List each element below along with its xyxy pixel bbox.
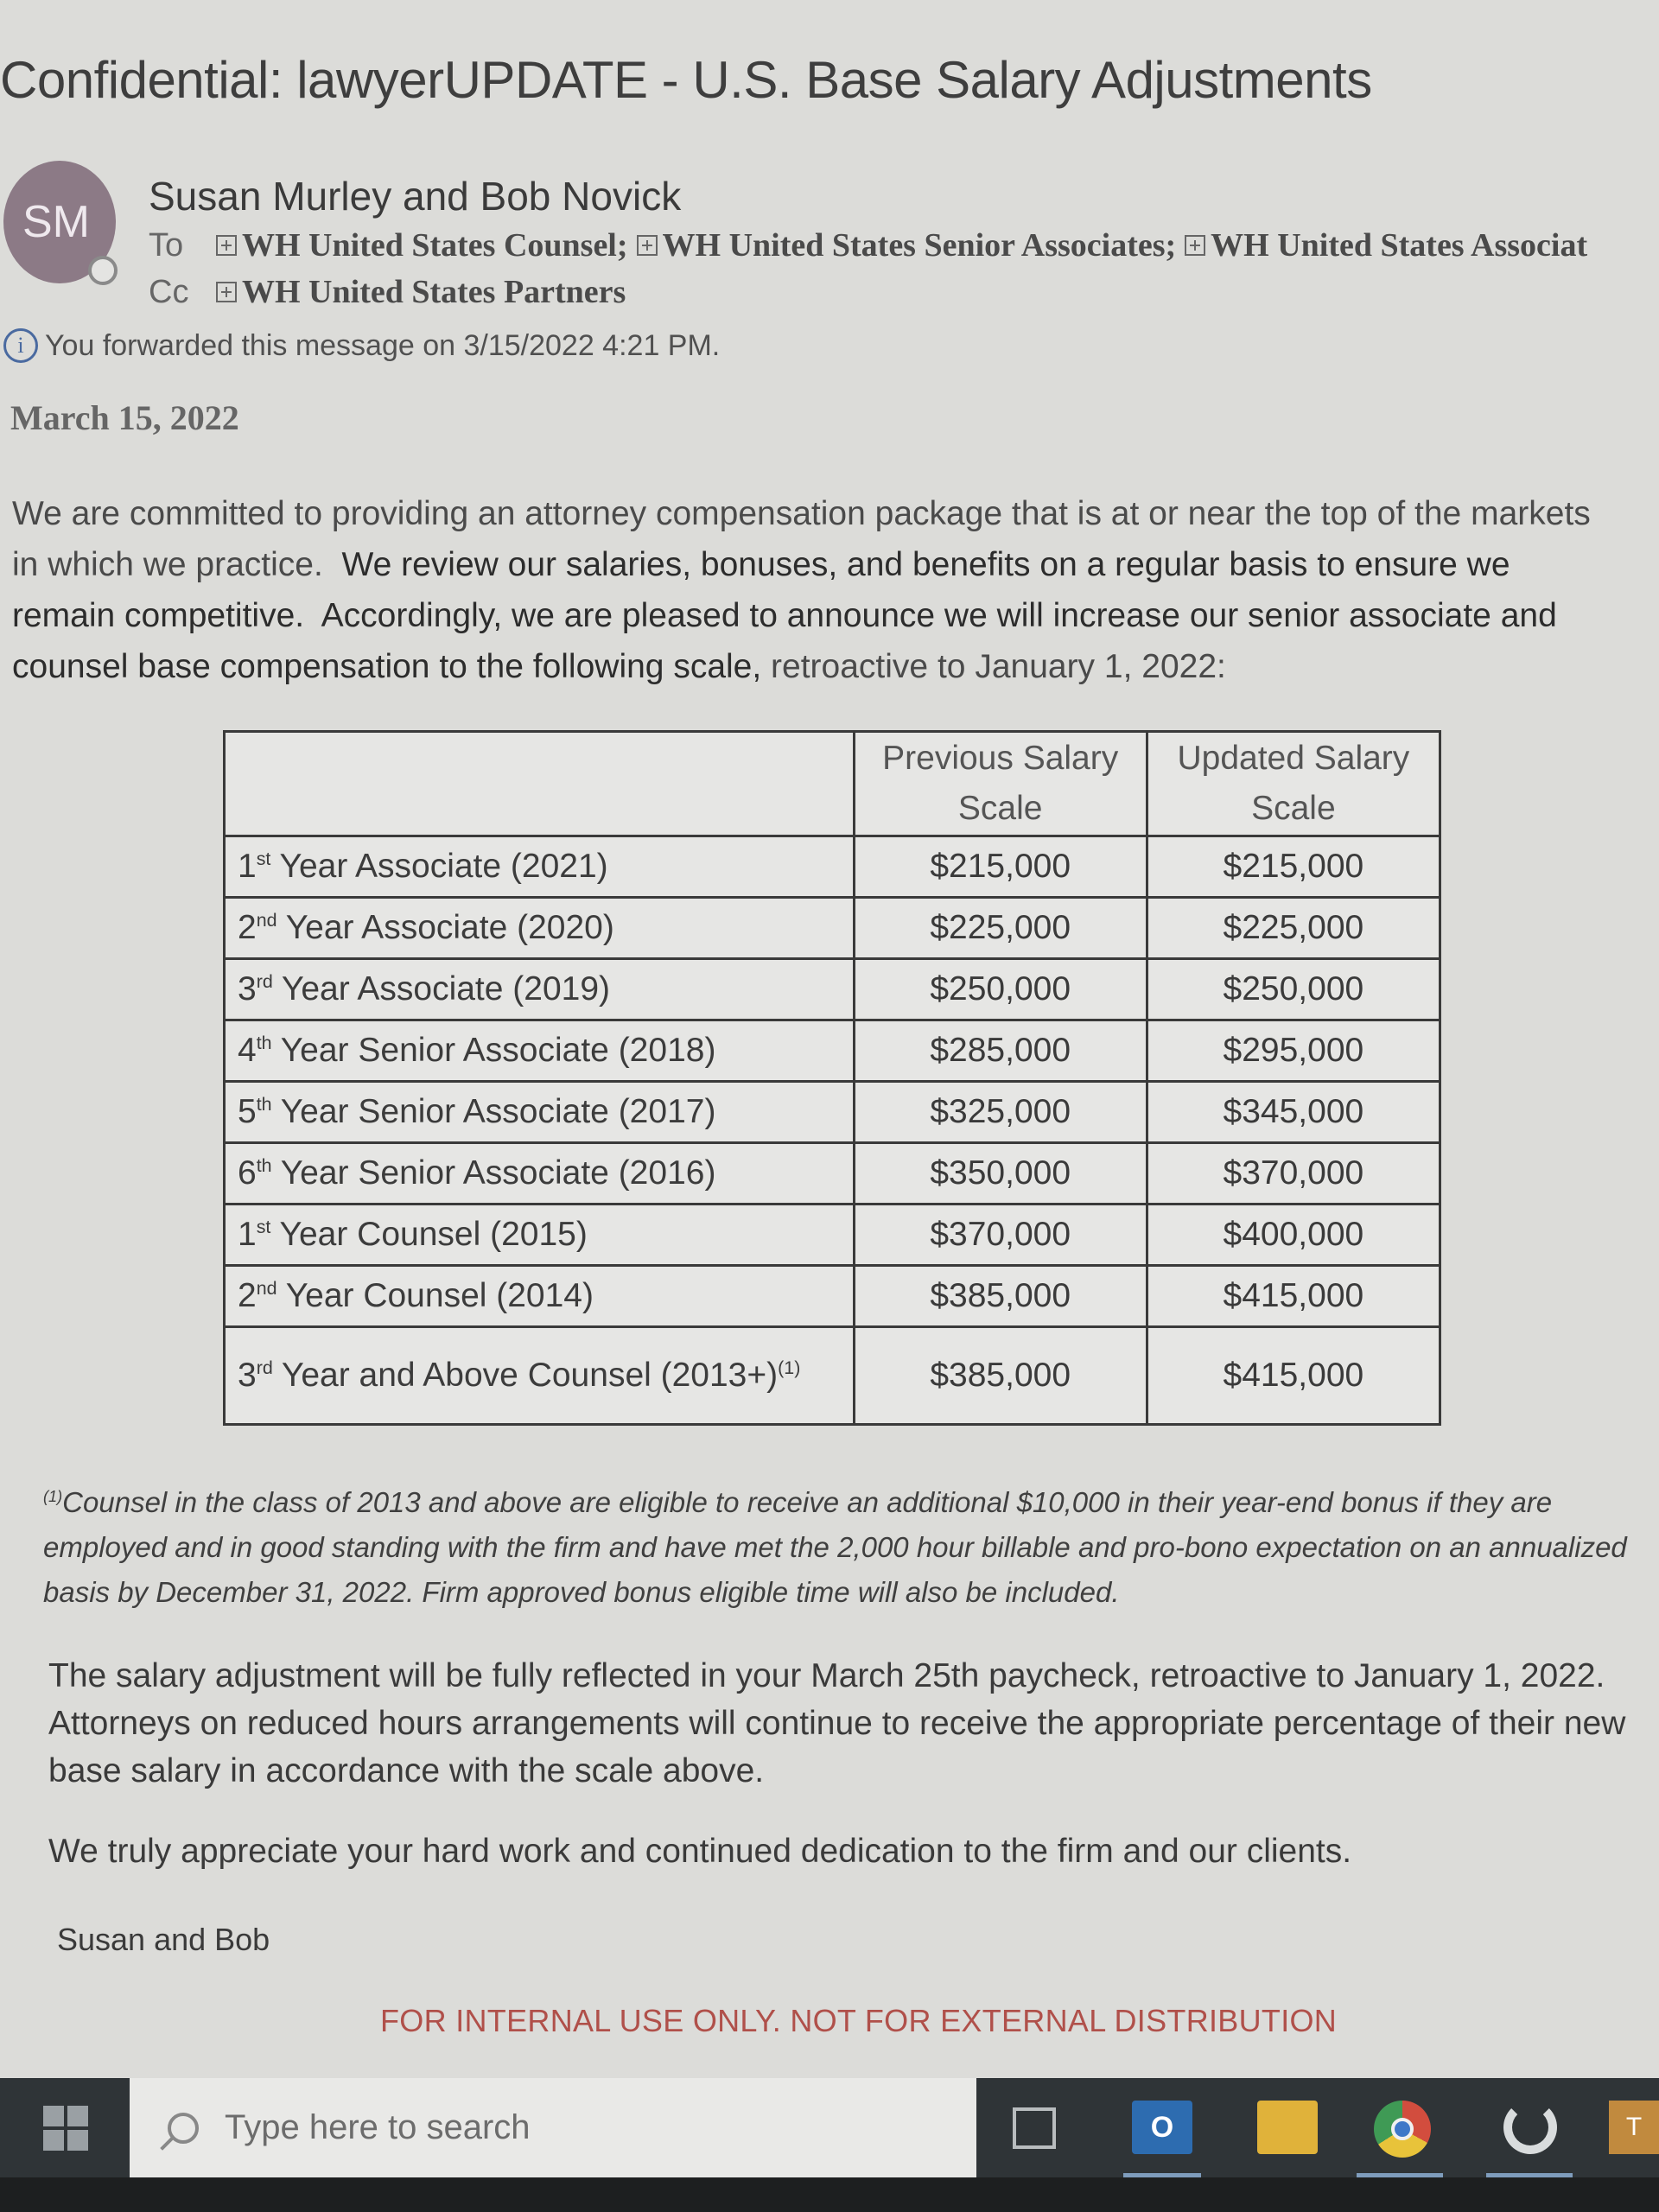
table-header-row (225, 732, 1440, 836)
recipient-group[interactable]: WH United States Partners (216, 273, 626, 311)
search-placeholder: Type here to search (225, 2108, 531, 2146)
to-line (149, 226, 1596, 264)
previous-salary: $215,000 (854, 836, 1147, 898)
row-label: 4th Year Senior Associate (2018) (225, 1020, 855, 1082)
row-label: 2nd Year Associate (2020) (225, 898, 855, 959)
previous-salary: $225,000 (854, 898, 1147, 959)
footnote-ref: (1) (778, 1357, 801, 1378)
to-label: To (149, 226, 184, 264)
previous-salary: $325,000 (854, 1082, 1147, 1143)
expand-group-icon[interactable] (1185, 235, 1205, 256)
taskbar (0, 2078, 1659, 2177)
table-row (225, 1020, 1440, 1082)
forward-info-text: You forwarded this message on 3/15/2022 4:21 PM. (45, 328, 721, 362)
expand-group-icon[interactable] (216, 235, 237, 256)
updated-salary: $345,000 (1147, 1082, 1440, 1143)
recipient-group[interactable]: WH United States Senior Associates; (637, 226, 1177, 264)
row-label: 1st Year Associate (2021) (225, 836, 855, 898)
recipient-group[interactable]: WH United States Counsel; (216, 226, 628, 264)
updated-salary: $225,000 (1147, 898, 1440, 959)
updated-salary: $370,000 (1147, 1143, 1440, 1205)
previous-salary: $385,000 (854, 1266, 1147, 1327)
task-view-icon[interactable] (1013, 2107, 1056, 2149)
teams-icon[interactable]: T (1609, 2101, 1659, 2154)
paycheck-paragraph: The salary adjustment will be fully reflected in your March 25th paycheck, retroactive to January 1, 2022. Attorneys on reduced hours arrangements will continue to receive the appropriate percentage of their new base salary in accordance with the scale above. (48, 1657, 1626, 1789)
table-row (225, 959, 1440, 1020)
distribution-warning: FOR INTERNAL USE ONLY. NOT FOR EXTERNAL DISTRIBUTION (380, 2003, 1338, 2038)
presence-status-icon (88, 256, 118, 285)
row-label: 2nd Year Counsel (2014) (225, 1266, 855, 1327)
previous-salary: $370,000 (854, 1205, 1147, 1266)
expand-group-icon[interactable] (637, 235, 658, 256)
updated-salary: $415,000 (1147, 1266, 1440, 1327)
row-label: 5th Year Senior Associate (2017) (225, 1082, 855, 1143)
salary-table (223, 730, 1441, 1426)
taskbar-search-box[interactable] (130, 2078, 976, 2177)
file-explorer-icon[interactable] (1257, 2101, 1318, 2154)
search-icon (168, 2113, 199, 2144)
expand-group-icon[interactable] (216, 282, 237, 302)
sender-name[interactable]: Susan Murley and Bob Novick (149, 174, 682, 219)
info-icon: i (3, 328, 38, 363)
intro-paragraph: We are committed to providing an attorney compensation package that is at or near the top of the markets in which we practice. We review our salaries, bonuses, and benefits on a regular basis to ensure we remain competitive. Accordingly, we are pleased to announce we will increase our senior associate and counsel base compensation to the following scale, retroactive to January 1, 2022: (12, 495, 1591, 685)
letter-date: March 15, 2022 (10, 398, 239, 437)
forward-info-bar (3, 328, 720, 363)
table-row (225, 898, 1440, 959)
footnote-marker: (1) (43, 1488, 63, 1505)
table-row (225, 836, 1440, 898)
updated-salary: $400,000 (1147, 1205, 1440, 1266)
previous-salary: $250,000 (854, 959, 1147, 1020)
avatar[interactable]: SM (3, 161, 116, 283)
cc-label: Cc (149, 273, 189, 310)
outlook-icon[interactable]: O (1132, 2101, 1192, 2154)
table-header-blank (225, 732, 855, 836)
previous-salary: $385,000 (854, 1327, 1147, 1425)
table-row (225, 1205, 1440, 1266)
row-label: 3rd Year and Above Counsel $(2013+)^{(1)}$ (225, 1327, 855, 1425)
appreciation-paragraph: We truly appreciate your hard work and continued dedication to the firm and our clients. (48, 1833, 1352, 1870)
previous-salary: $350,000 (854, 1143, 1147, 1205)
column-header-updated: Updated Salary Scale (1147, 732, 1440, 836)
recipient-group[interactable]: WH United States Associat (1185, 226, 1587, 264)
updated-salary: $415,000 (1147, 1327, 1440, 1425)
table-row (225, 1266, 1440, 1327)
row-label: 6th Year Senior Associate (2016) (225, 1143, 855, 1205)
updated-salary: $295,000 (1147, 1020, 1440, 1082)
table-row (225, 1327, 1440, 1425)
monitor-bezel (0, 2177, 1659, 2212)
footnote: $^{(1)}$Counsel in the class of 2013 and above are eligible to receive an additional $10,000 in their year-end bonus if they are employed and in good standing with the firm and have met the 2,000 hour billable and pro-bono expectation on an annualized basis by December 31, 2022. Firm approved bonus eligible time will also be included. (43, 1486, 1627, 1608)
table-row (225, 1082, 1440, 1143)
updated-salary: $215,000 (1147, 836, 1440, 898)
updated-salary: $250,000 (1147, 959, 1440, 1020)
refresh-app-icon[interactable] (1503, 2101, 1557, 2154)
table-row (225, 1143, 1440, 1205)
chrome-icon[interactable] (1374, 2101, 1431, 2158)
cc-line (149, 273, 634, 311)
row-label: 3rd Year Associate (2019) (225, 959, 855, 1020)
signoff: Susan and Bob (57, 1922, 270, 1957)
row-label: 1st Year Counsel (2015) (225, 1205, 855, 1266)
windows-start-icon[interactable] (43, 2106, 88, 2151)
previous-salary: $285,000 (854, 1020, 1147, 1082)
column-header-previous: Previous Salary Scale (854, 732, 1147, 836)
email-subject: Confidential: lawyerUPDATE - U.S. Base Salary Adjustments (0, 51, 1372, 109)
